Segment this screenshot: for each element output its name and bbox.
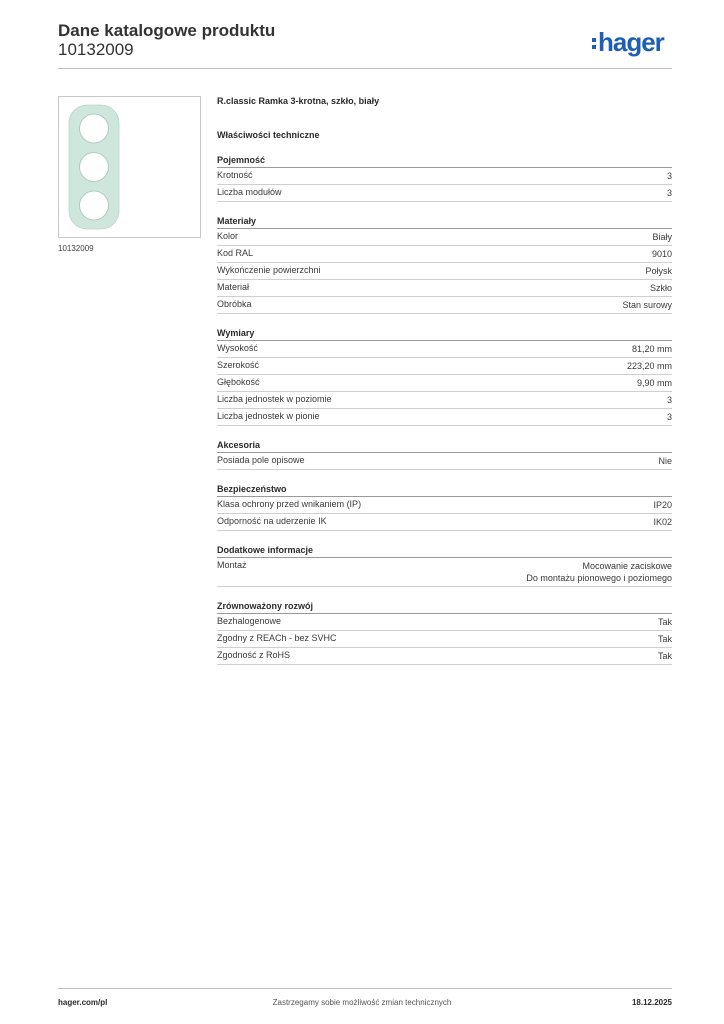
spec-row <box>217 558 672 587</box>
spec-value-line: Tak <box>657 651 672 661</box>
spec-row <box>217 409 672 426</box>
spec-value-line: 9010 <box>651 249 672 259</box>
frame-3-gang-icon <box>59 97 200 237</box>
hager-logo[interactable] <box>592 27 664 57</box>
spec-value-line: 3 <box>666 412 672 422</box>
spec-label: Materiał <box>217 282 250 292</box>
spec-value <box>653 516 672 528</box>
spec-value-line: Nie <box>658 456 672 466</box>
spec-value-line: IK02 <box>653 517 672 527</box>
spec-value-line: Do montażu pionowego i poziomego <box>526 573 672 583</box>
spec-sections <box>217 155 672 665</box>
spec-label: Kod RAL <box>217 248 254 258</box>
spec-row <box>217 514 672 531</box>
spec-row <box>217 453 672 470</box>
spec-value <box>627 360 672 372</box>
spec-value-line: 3 <box>666 395 672 405</box>
footer-website-link[interactable]: hager.com/pl <box>58 998 108 1007</box>
image-caption: 10132009 <box>58 244 94 253</box>
spec-value-line: IP20 <box>653 500 672 510</box>
spec-value-line: Tak <box>657 617 672 627</box>
spec-label: Posiada pole opisowe <box>217 455 305 465</box>
spec-section-title: Akcesoria <box>217 440 672 453</box>
spec-row <box>217 246 672 263</box>
spec-value <box>645 265 672 277</box>
spec-value-line: Połysk <box>645 266 672 276</box>
spec-section-title: Pojemność <box>217 155 672 168</box>
spec-label: Liczba jednostek w pionie <box>217 411 320 421</box>
spec-label: Zgodny z REACh - bez SVHC <box>217 633 337 643</box>
spec-value-line: Szkło <box>649 283 672 293</box>
technical-properties-heading: Właściwości techniczne <box>217 130 320 140</box>
spec-value <box>622 299 672 311</box>
spec-section <box>217 440 672 470</box>
spec-row <box>217 375 672 392</box>
spec-row <box>217 229 672 246</box>
spec-section <box>217 216 672 314</box>
spec-section <box>217 155 672 202</box>
spec-label: Obróbka <box>217 299 252 309</box>
spec-row <box>217 392 672 409</box>
spec-section <box>217 484 672 531</box>
spec-value-line: Tak <box>657 634 672 644</box>
spec-label: Klasa ochrony przed wnikaniem (IP) <box>217 499 362 509</box>
spec-row <box>217 648 672 665</box>
spec-value <box>658 455 672 467</box>
logo-dots-icon <box>592 38 596 49</box>
spec-section <box>217 545 672 587</box>
spec-label: Zgodność z RoHS <box>217 650 291 660</box>
spec-row <box>217 263 672 280</box>
spec-value <box>652 248 672 260</box>
spec-label: Głębokość <box>217 377 260 387</box>
spec-value <box>667 411 672 423</box>
spec-value-line: 81,20 mm <box>631 344 672 354</box>
spec-value <box>652 231 672 243</box>
spec-value-line: 3 <box>666 188 672 198</box>
spec-row <box>217 358 672 375</box>
logo-text: hager <box>598 27 664 57</box>
spec-value-line: Mocowanie zaciskowe <box>582 561 672 571</box>
spec-value-line: Stan surowy <box>622 300 672 310</box>
spec-label: Wykończenie powierzchni <box>217 265 321 275</box>
header-divider <box>58 68 672 69</box>
spec-label: Liczba modułów <box>217 187 282 197</box>
spec-value <box>632 343 672 355</box>
spec-value <box>667 394 672 406</box>
spec-row <box>217 297 672 314</box>
spec-value <box>667 187 672 199</box>
spec-value <box>658 633 672 645</box>
footer-divider <box>58 988 672 989</box>
spec-value <box>637 377 672 389</box>
spec-label: Odporność na uderzenie IK <box>217 516 327 526</box>
footer-disclaimer: Zastrzegamy sobie możliwość zmian technicznych <box>272 998 452 1007</box>
spec-value-line: 3 <box>666 171 672 181</box>
spec-row <box>217 497 672 514</box>
spec-value <box>526 560 672 584</box>
spec-section-title: Bezpieczeństwo <box>217 484 672 497</box>
spec-value-line: 9,90 mm <box>636 378 672 388</box>
spec-row <box>217 341 672 358</box>
spec-label: Kolor <box>217 231 239 241</box>
spec-section-title: Zrównoważony rozwój <box>217 601 672 614</box>
spec-section <box>217 328 672 426</box>
product-details <box>217 96 672 679</box>
spec-row <box>217 168 672 185</box>
spec-value-line: Biały <box>652 232 672 242</box>
spec-value <box>658 650 672 662</box>
page-title: Dane katalogowe produktu <box>58 21 276 40</box>
spec-label: Krotność <box>217 170 253 180</box>
spec-row <box>217 280 672 297</box>
spec-value <box>667 170 672 182</box>
spec-section-title: Materiały <box>217 216 672 229</box>
spec-section-title: Wymiary <box>217 328 672 341</box>
spec-value-line: 223,20 mm <box>626 361 672 371</box>
spec-section <box>217 601 672 665</box>
spec-label: Szerokość <box>217 360 260 370</box>
spec-row <box>217 185 672 202</box>
product-title: R.classic Ramka 3-krotna, szkło, biały <box>217 96 380 106</box>
product-image <box>58 96 201 238</box>
spec-value <box>653 499 672 511</box>
spec-value <box>650 282 672 294</box>
spec-label: Liczba jednostek w poziomie <box>217 394 332 404</box>
spec-section-title: Dodatkowe informacje <box>217 545 672 558</box>
spec-label: Wysokość <box>217 343 258 353</box>
spec-label: Montaż <box>217 560 247 570</box>
footer-date: 18.12.2025 <box>631 998 672 1007</box>
spec-row <box>217 614 672 631</box>
product-code: 10132009 <box>58 40 134 59</box>
spec-row <box>217 631 672 648</box>
spec-label: Bezhalogenowe <box>217 616 282 626</box>
spec-value <box>658 616 672 628</box>
